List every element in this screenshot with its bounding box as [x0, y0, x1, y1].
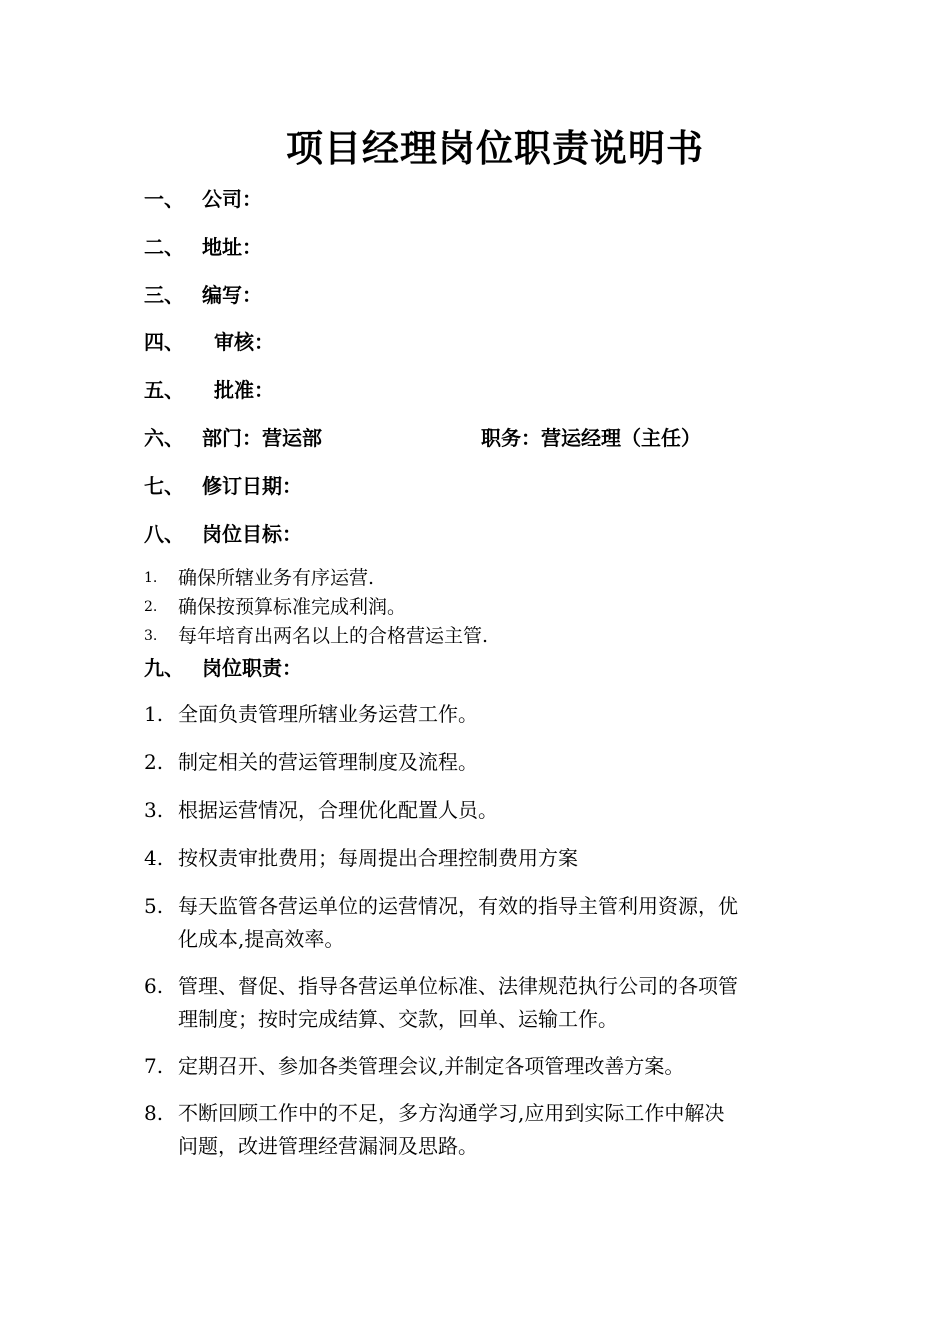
section-number: 六、 — [144, 426, 184, 450]
duty-item — [144, 890, 824, 956]
goal-text: 每年培育出两名以上的合格营运主管. — [178, 625, 489, 647]
goal-number: 3. — [144, 628, 158, 644]
section-label: 编写： — [202, 283, 262, 307]
duty-item — [144, 970, 824, 1036]
section-number: 五、 — [144, 378, 184, 402]
duty-number: 8. — [144, 1101, 164, 1125]
duty-item — [144, 698, 824, 731]
goal-number: 2. — [144, 599, 158, 615]
duty-text: 全面负责管理所辖业务运营工作。 — [178, 702, 478, 726]
duty-text: 按权责审批费用；每周提出合理控制费用方案 — [178, 846, 578, 870]
duty-item — [144, 842, 824, 875]
section-label: 岗位目标： — [202, 522, 302, 546]
section-number: 二、 — [144, 235, 184, 259]
section-number: 八、 — [144, 522, 184, 546]
duty-number: 3. — [144, 798, 164, 822]
section-number: 四、 — [144, 330, 184, 354]
document-title: 项目经理岗位职责说明书 — [286, 126, 704, 170]
duty-text: 每天监管各营运单位的运营情况，有效的指导主管利用资源，优 化成本,提高效率。 — [178, 894, 738, 951]
section-label: 审核： — [214, 330, 274, 354]
duty-number: 1. — [144, 702, 164, 726]
duty-text: 不断回顾工作中的不足，多方沟通学习,应用到实际工作中解决 问题，改进管理经营漏洞及思路。 — [178, 1101, 725, 1158]
section-label: 地址： — [202, 235, 262, 259]
goal-text: 确保所辖业务有序运营. — [178, 567, 375, 589]
duty-text: 定期召开、参加各类管理会议,并制定各项管理改善方案。 — [178, 1054, 685, 1078]
section-label: 公司： — [202, 187, 262, 211]
goal-text: 确保按预算标准完成利润。 — [178, 596, 407, 618]
goal-number: 1. — [144, 570, 158, 586]
section-label: 部门：营运部 — [202, 426, 322, 450]
duty-item — [144, 746, 824, 779]
duty-item — [144, 1050, 824, 1083]
duty-number: 7. — [144, 1054, 164, 1078]
duty-number: 5. — [144, 894, 164, 918]
duty-text: 管理、督促、指导各营运单位标准、法律规范执行公司的各项管 理制度；按时完成结算、交款，回单、运输工作。 — [178, 974, 738, 1031]
section-label: 岗位职责： — [202, 656, 302, 680]
duty-number: 4. — [144, 846, 164, 870]
section-label: 修订日期： — [202, 474, 302, 498]
duty-item — [144, 1097, 824, 1163]
position-label: 职务：营运经理（主任） — [481, 426, 701, 450]
duty-item — [144, 794, 824, 827]
section-number: 一、 — [144, 187, 184, 211]
duty-text: 根据运营情况，合理优化配置人员。 — [178, 798, 498, 822]
section-label: 批准： — [214, 378, 274, 402]
duty-number: 2. — [144, 750, 164, 774]
section-number: 三、 — [144, 283, 184, 307]
duty-number: 6. — [144, 974, 164, 998]
section-number: 七、 — [144, 474, 184, 498]
section-number: 九、 — [144, 656, 184, 680]
duty-text: 制定相关的营运管理制度及流程。 — [178, 750, 478, 774]
